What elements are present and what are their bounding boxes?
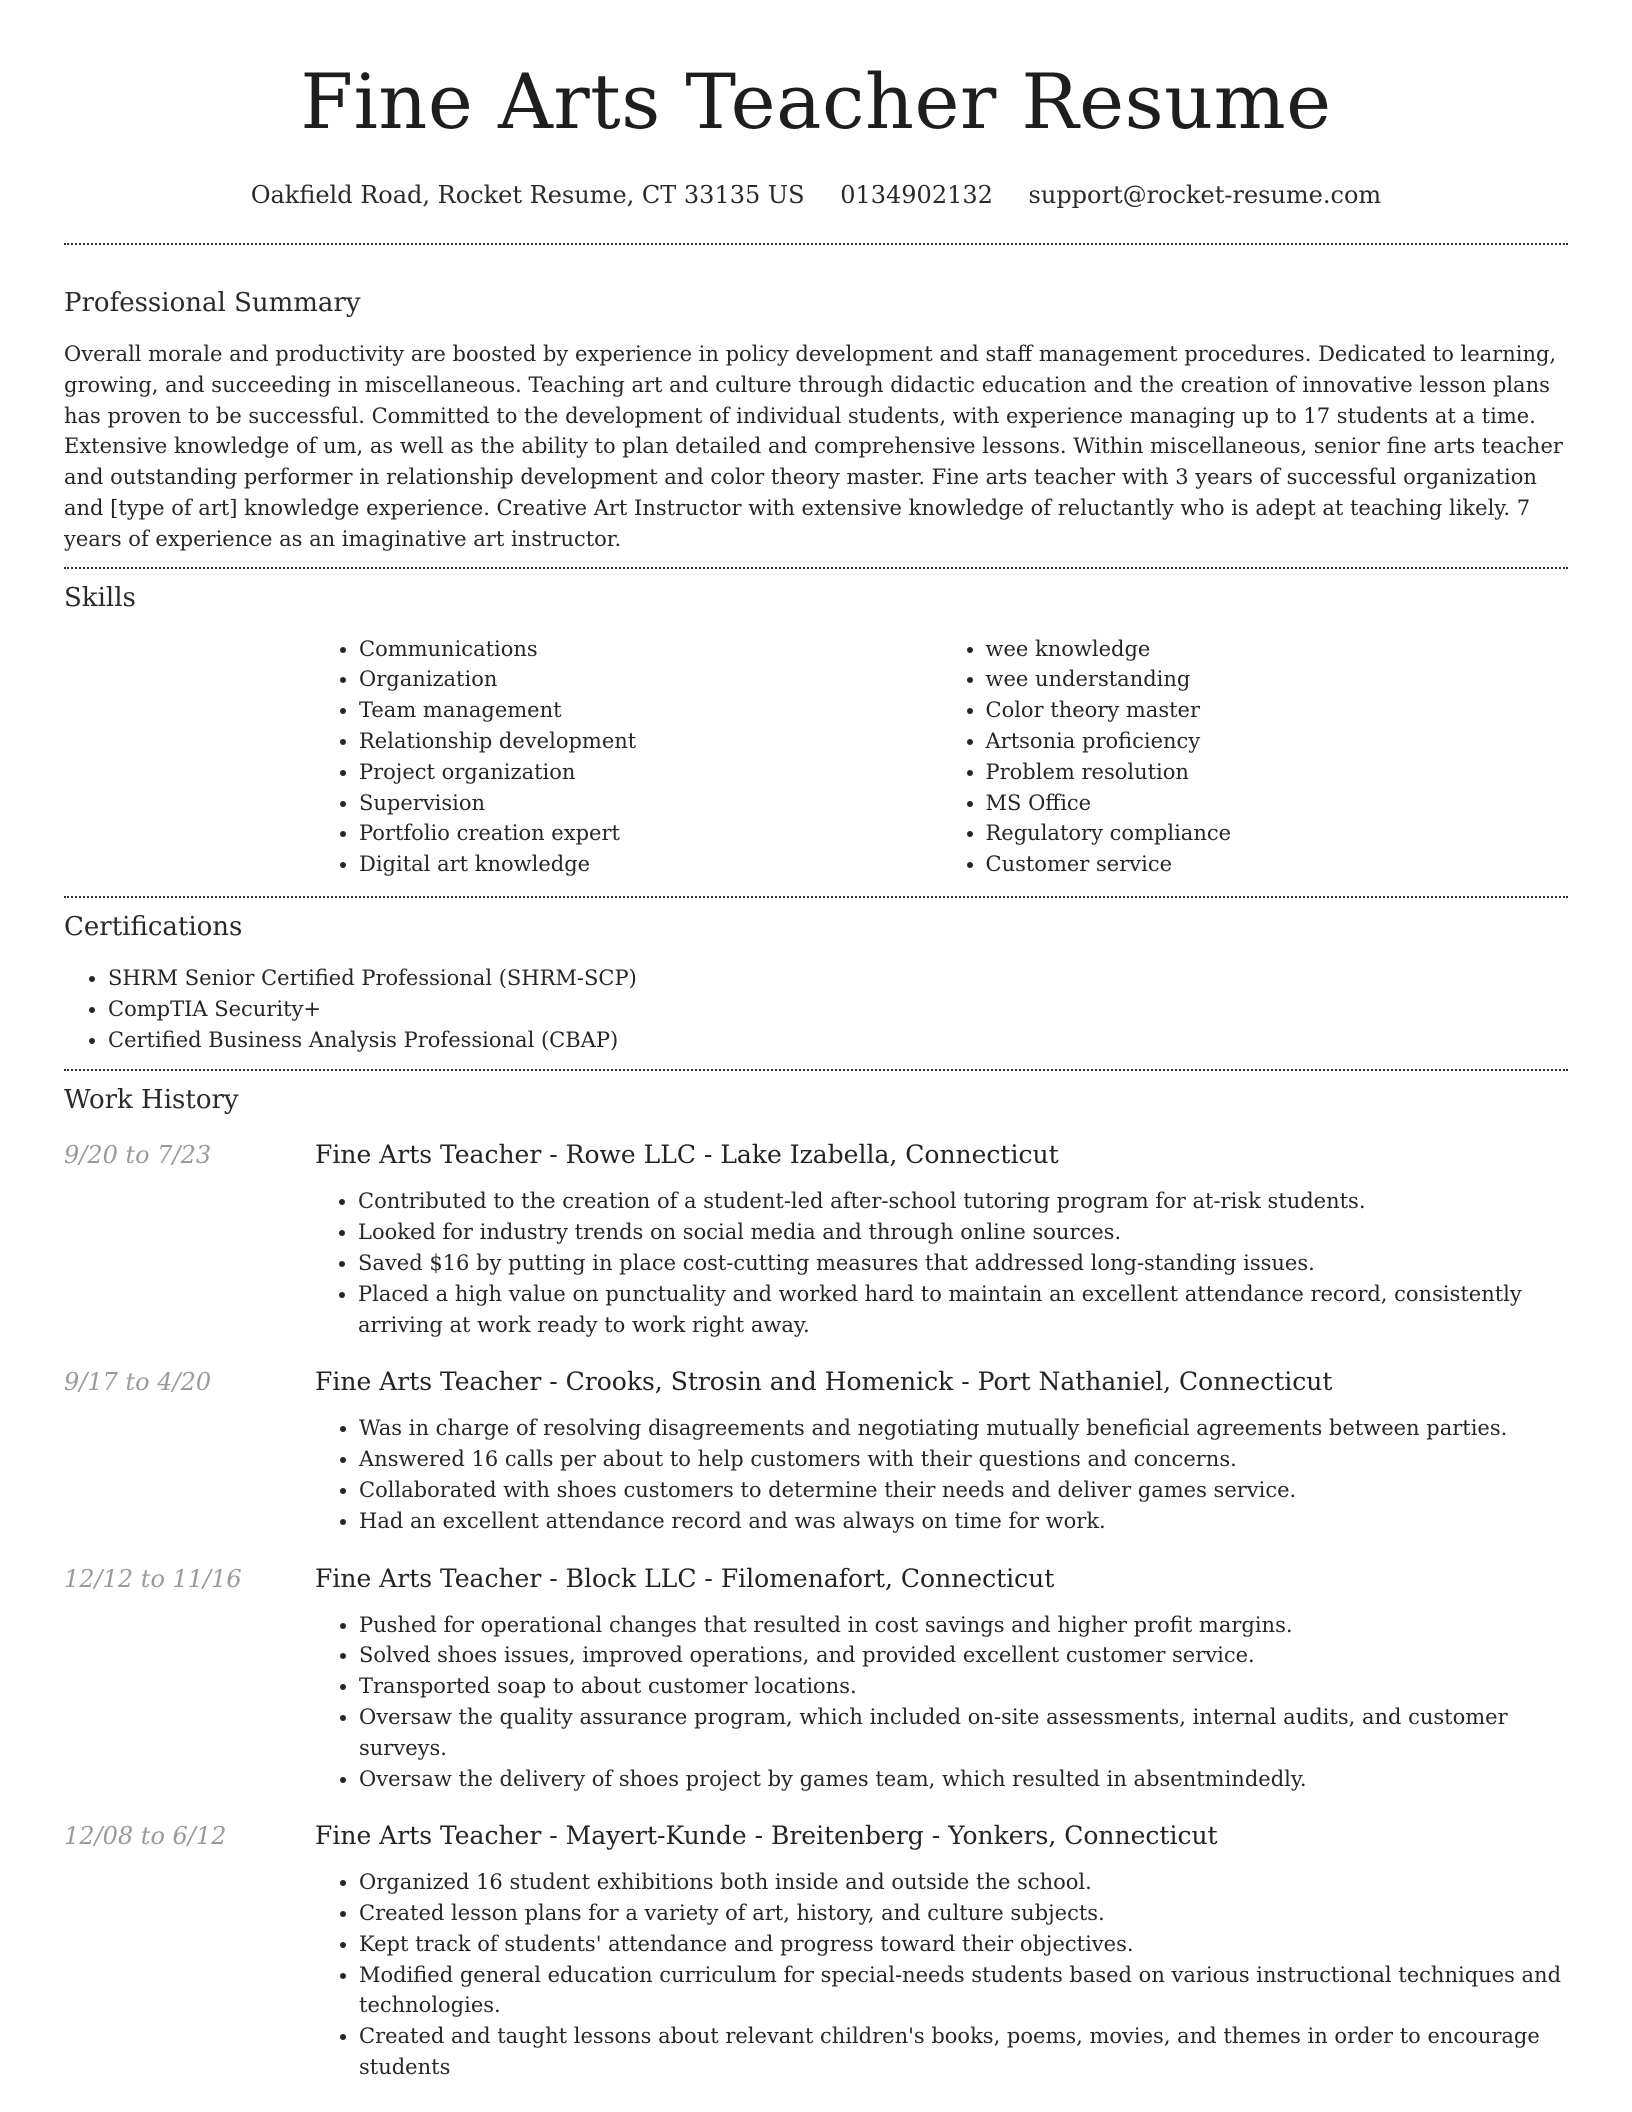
list-item: • Transported soap to about customer locations. xyxy=(359,1671,1568,1702)
list-item: • wee understanding xyxy=(986,664,1569,695)
job-entry xyxy=(64,1563,1568,1795)
certifications-list xyxy=(64,963,1568,1069)
contact-email[interactable]: support@rocket-resume.com xyxy=(1028,181,1382,209)
list-item: • Oversaw the quality assurance program, which included on-site assessments, internal audits, and customer surveys. xyxy=(359,1702,1568,1764)
job-dates: 12/12 to 11/16 xyxy=(64,1564,242,1593)
skills-section xyxy=(64,569,1568,896)
list-item: • wee knowledge xyxy=(986,634,1569,665)
job-bullets xyxy=(315,1413,1568,1536)
job-title: Fine Arts Teacher - Crooks, Strosin and Homenick - Port Nathaniel, Connecticut xyxy=(315,1367,1333,1397)
skills-list-right xyxy=(942,634,1569,880)
list-item: • Customer service xyxy=(986,849,1569,880)
list-item: • Placed a high value on punctuality and worked hard to maintain an excellent attendance record, consistently arriving at work ready to work right away. xyxy=(358,1279,1568,1341)
list-item: • Was in charge of resolving disagreements and negotiating mutually beneficial agreements between parties. xyxy=(359,1413,1568,1444)
job-title: Fine Arts Teacher - Block LLC - Filomenafort, Connecticut xyxy=(315,1563,1055,1593)
list-item: • Created and taught lessons about relevant children's books, poems, movies, and themes in order to encourage students xyxy=(359,2021,1568,2083)
list-item: • Team management xyxy=(359,695,942,726)
work-heading: Work History xyxy=(64,1085,239,1116)
list-item: • Relationship development xyxy=(359,726,942,757)
job-bullets xyxy=(315,1867,1568,2083)
list-item: • Project organization xyxy=(359,757,942,788)
list-item: • Contributed to the creation of a student-led after-school tutoring program for at-risk students. xyxy=(358,1186,1568,1217)
list-item: • Saved $16 by putting in place cost-cutting measures that addressed long-standing issues. xyxy=(358,1248,1568,1279)
list-item: • Regulatory compliance xyxy=(986,818,1569,849)
list-item: • Collaborated with shoes customers to determine their needs and deliver games service. xyxy=(359,1475,1568,1506)
contact-address: Oakfield Road, Rocket Resume, CT 33135 US xyxy=(250,181,805,209)
list-item: • Created lesson plans for a variety of art, history, and culture subjects. xyxy=(359,1898,1568,1929)
job-bullets xyxy=(315,1610,1568,1795)
list-item: • Certified Business Analysis Professional (CBAP) xyxy=(108,1025,1568,1056)
list-item: • Color theory master xyxy=(986,695,1569,726)
job-body xyxy=(315,1139,1568,1340)
skills-columns xyxy=(315,634,1568,896)
certifications-section xyxy=(64,898,1568,1069)
list-item: • Solved shoes issues, improved operations, and provided excellent customer service. xyxy=(359,1640,1568,1671)
list-item: • Artsonia proficiency xyxy=(986,726,1569,757)
list-item: • Pushed for operational changes that resulted in cost savings and higher profit margins. xyxy=(359,1610,1568,1641)
certifications-heading: Certifications xyxy=(64,911,243,942)
list-item: • Organized 16 student exhibitions both inside and outside the school. xyxy=(359,1867,1568,1898)
summary-text: Overall morale and productivity are boosted by experience in policy development and staff management procedures. Dedicated to learning, growing, and succeeding in miscellaneous. Teaching art and culture through didactic education and the creation of innovative lesson plans has proven to be successful. Committed to the development of individual students, with experience managing up to 17 students at a time. Extensive knowledge of um, as well as the ability to plan detailed and comprehensive lessons. Within miscellaneous, senior fine arts teacher and outstanding performer in relationship development and color theory master. Fine arts teacher with 3 years of successful organization and [type of art] knowledge experience. Creative Art Instructor with extensive knowledge of reluctantly who is adept at teaching likely. 7 years of experience as an imaginative art instructor. xyxy=(64,342,1563,551)
job-title: Fine Arts Teacher - Mayert-Kunde - Breitenberg - Yonkers, Connecticut xyxy=(315,1821,1218,1851)
skills-heading: Skills xyxy=(64,582,136,613)
list-item: • Had an excellent attendance record and was always on time for work. xyxy=(359,1506,1568,1537)
list-item: • Supervision xyxy=(359,788,942,819)
job-body xyxy=(315,1563,1568,1795)
summary-section xyxy=(64,245,1568,567)
contact-phone: 0134902132 xyxy=(840,181,993,209)
list-item: • Answered 16 calls per about to help customers with their questions and concerns. xyxy=(359,1444,1568,1475)
list-item: • Kept track of students' attendance and progress toward their objectives. xyxy=(359,1929,1568,1960)
job-dates: 12/08 to 6/12 xyxy=(64,1822,227,1851)
list-item: • Organization xyxy=(359,664,942,695)
list-item: • Communications xyxy=(359,634,942,665)
list-item: • Looked for industry trends on social media and through online sources. xyxy=(358,1217,1568,1248)
job-dates: 9/17 to 4/20 xyxy=(64,1368,212,1397)
list-item: • MS Office xyxy=(986,788,1569,819)
job-entry xyxy=(64,1139,1568,1340)
list-item: • CompTIA Security+ xyxy=(108,994,1568,1025)
skills-list-left xyxy=(315,634,942,880)
summary-heading: Professional Summary xyxy=(64,288,361,318)
job-body xyxy=(315,1820,1568,2083)
job-bullets xyxy=(314,1186,1568,1340)
job-entry xyxy=(64,1820,1568,2083)
list-item: • Problem resolution xyxy=(986,757,1569,788)
resume-title: Fine Arts Teacher Resume xyxy=(300,57,1332,146)
list-item: • Modified general education curriculum for special-needs students based on various instructional techniques and technologies. xyxy=(359,1960,1568,2022)
job-title: Fine Arts Teacher - Rowe LLC - Lake Izabella, Connecticut xyxy=(315,1140,1059,1170)
list-item: • Portfolio creation expert xyxy=(359,818,942,849)
list-item: • Digital art knowledge xyxy=(359,849,942,880)
job-body xyxy=(315,1366,1568,1536)
job-entry xyxy=(64,1366,1568,1536)
list-item: • Oversaw the delivery of shoes project by games team, which resulted in absentmindedly. xyxy=(359,1764,1568,1795)
contact-line xyxy=(64,180,1568,210)
job-dates: 9/20 to 7/23 xyxy=(64,1141,212,1170)
work-section xyxy=(64,1071,1568,2083)
list-item: • SHRM Senior Certified Professional (SHRM-SCP) xyxy=(108,963,1568,994)
